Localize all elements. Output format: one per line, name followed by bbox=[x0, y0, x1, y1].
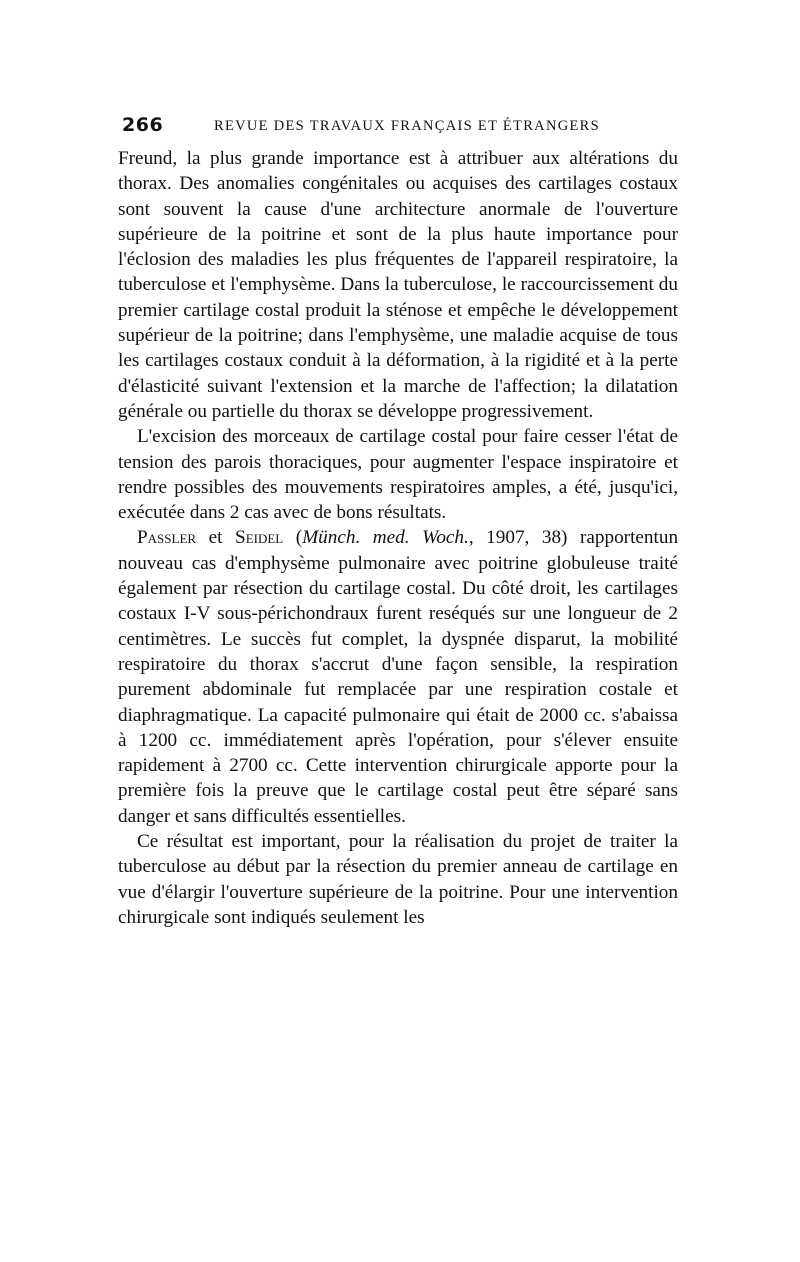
page-number: 266 bbox=[122, 114, 164, 136]
paragraph-1: Freund, la plus grande importance est à attribuer aux altérations du thorax. Des anomalies congénitales ou acquises des cartilages costaux sont souvent la cause d'une architecture anormale de l'ouverture supérieure de la poitrine et sont de la plus haute importance pour l'éclosion des maladies les plus fréquentes de l'appareil respiratoire, la tuberculose et l'emphysème. Dans la tuberculose, le raccourcissement du premier cartilage costal produit la sténose et empêche le développement supérieur de la poitrine; dans l'emphysème, une maladie acquise de tous les cartilages costaux conduit à la déformation, à la rigidité et à la perte d'élasticité suivant l'extension et la marche de l'affection; la dilatation générale ou partielle du thorax se développe progressivement. bbox=[118, 148, 678, 422]
paragraph-3 bbox=[118, 525, 678, 829]
running-title: REVUE DES TRAVAUX FRANÇAIS ET ÉTRANGERS bbox=[214, 118, 600, 134]
journal-title: Münch. med. Woch. bbox=[302, 527, 469, 549]
author-conjunction: et bbox=[208, 527, 223, 549]
document-page bbox=[118, 110, 678, 930]
article-body bbox=[118, 146, 678, 930]
citation-open: ( bbox=[295, 527, 303, 549]
paragraph-4: Ce résultat est important, pour la réalisation du projet de traiter la tuberculose au début par la résection du premier anneau de cartilage en vue d'élargir l'ouverture supérieure de la poitrine. Pour une intervention chirurgicale sont indiqués seulement les bbox=[118, 831, 678, 928]
author-passler: Passler bbox=[137, 527, 197, 549]
page-header bbox=[118, 110, 678, 140]
citation-reference: , 1907, 38) bbox=[468, 527, 568, 549]
paragraph-2: L'excision des morceaux de cartilage costal pour faire cesser l'état de tension des parois thoraciques, pour augmenter l'espace inspiratoire et rendre possibles des mouvements respiratoires amples, a été, jusqu'ici, exécutée dans 2 cas avec de bons résultats. bbox=[118, 426, 678, 524]
paragraph-3-text: rapportentun nouveau cas d'emphysème pulmonaire avec poitrine globuleuse traité également par résection du cartilage costal. Du côté droit, les cartilages costaux I-V sous-périchondraux furent reséqués sur une longueur de 2 centimètres. Le succès fut complet, la dyspnée disparut, la mobilité respiratoire du thorax s'accrut d'une façon sensible, la respiration purement abdominale fut remplacée par une respiration costale et diaphragmatique. La capacité pulmonaire qui était de 2000 cc. s'abaissa à 1200 cc. immédiatement après l'opération, pour s'élever ensuite rapidement à 2700 cc. Cette intervention chirurgicale apporte pour la première fois la preuve que le cartilage costal peut être séparé sans danger et sans difficultés essentielles. bbox=[118, 527, 679, 827]
author-seidel: Seidel bbox=[235, 527, 284, 549]
